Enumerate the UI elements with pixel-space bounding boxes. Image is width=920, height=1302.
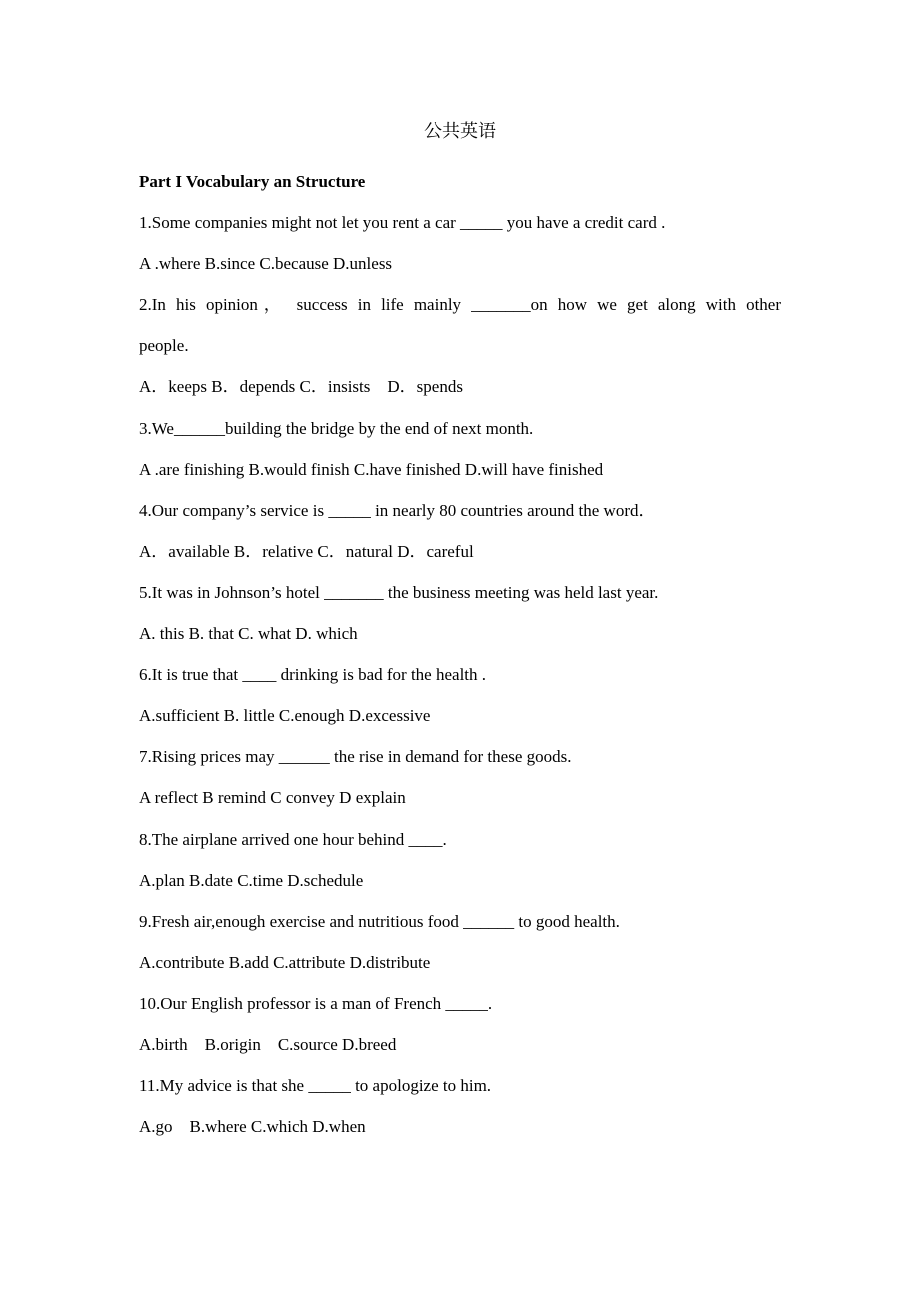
question-11: 11.My advice is that she _____ to apologize to him. [139,1076,492,1096]
question-6: 6.It is true that ____ drinking is bad for the health . [139,665,487,685]
question-4: 4.Our company’s service is _____ in nearly 80 countries around the word． [139,500,656,520]
options-8: A.plan B.date C.time D.schedule [139,870,364,890]
page-title: 公共英语 [424,121,496,142]
options-3: A .are finishing B.would finish C.have finished D.will have finished [139,459,604,479]
options-6: A.sufficient B. little C.enough D.excessive [139,706,431,726]
question-2-continued: people. [139,336,189,356]
options-2: A．keeps B．depends C．insists D．spends [139,377,463,397]
options-7: A reflect B remind C convey D explain [139,788,406,808]
question-7: 7.Rising prices may ______ the rise in demand for these goods. [139,747,572,767]
options-11: A.go B.where C.which D.when [139,1117,366,1137]
question-2: 2.In his opinion， success in life mainly _______on how we get along with other [139,295,781,315]
options-1: A .where B.since C.because D.unless [139,254,393,274]
question-8: 8.The airplane arrived one hour behind ____. [139,829,447,849]
question-3: 3.We______building the bridge by the end of next month. [139,418,534,438]
document-body [139,161,781,1147]
question-1: 1.Some companies might not let you rent a car _____ you have a credit card . [139,213,666,233]
options-5: A. this B. that C. what D. which [139,624,358,644]
section-heading: Part I Vocabulary an Structure [139,172,366,191]
question-9: 9.Fresh air,enough exercise and nutritious food ______ to good health. [139,911,620,931]
question-5: 5.It was in Johnson’s hotel _______ the business meeting was held last year. [139,582,659,602]
options-4: A．available B．relative C．natural D．careful [139,541,474,561]
options-10: A.birth B.origin C.source D.breed [139,1034,397,1054]
options-9: A.contribute B.add C.attribute D.distribute [139,952,431,972]
question-10: 10.Our English professor is a man of French _____. [139,993,493,1013]
